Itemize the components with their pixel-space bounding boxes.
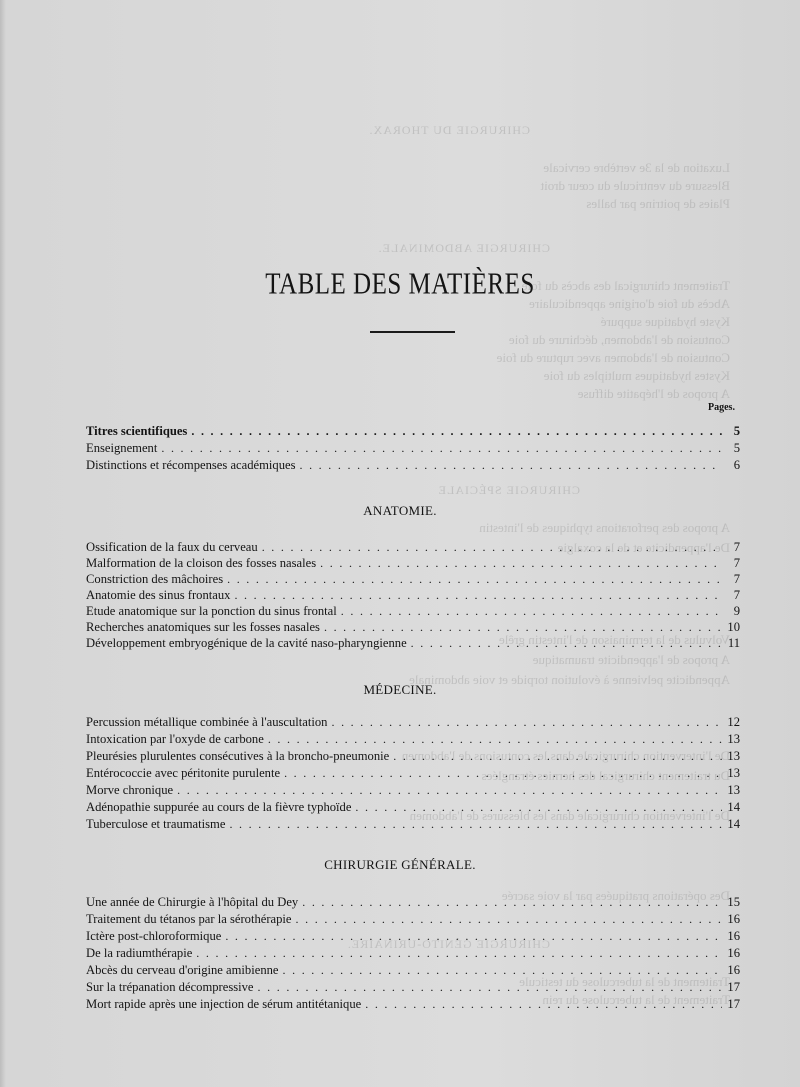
section-heading-medecine: MÉDECINE. — [363, 682, 437, 697]
pages-column-label: Pages. — [708, 402, 735, 413]
dot-leader — [284, 765, 722, 781]
toc-entry — [86, 894, 740, 910]
entry-page: 5 — [733, 441, 740, 455]
dot-leader — [191, 423, 722, 439]
dot-leader — [393, 748, 722, 764]
toc-entry — [86, 731, 740, 747]
toc-entry — [86, 539, 740, 555]
entry-label: Distinctions et récompenses académiques — [86, 458, 296, 472]
entry-label: Tuberculose et traumatisme — [86, 817, 226, 831]
toc-entry — [86, 603, 740, 619]
entry-label: Mort rapide après une injection de sérum antitétanique — [86, 997, 362, 1011]
entry-label: De la radiumthérapie — [86, 946, 193, 960]
entry-page: 14 — [727, 817, 740, 831]
toc-entry — [86, 911, 740, 927]
dot-leader — [355, 799, 722, 815]
toc-entry — [86, 782, 740, 798]
toc-entry — [86, 945, 740, 961]
entry-label: Une année de Chirurgie à l'hôpital du Dey — [86, 895, 299, 909]
toc-entry — [86, 996, 740, 1012]
toc-entry — [86, 748, 740, 764]
entry-page: 15 — [727, 895, 740, 909]
entry-page: 5 — [733, 424, 740, 438]
entry-page: 6 — [733, 458, 740, 472]
dot-leader — [196, 945, 722, 961]
dot-leader — [299, 457, 722, 473]
entry-page: 11 — [727, 636, 740, 650]
entry-page: 13 — [727, 732, 740, 746]
toc-entry — [86, 979, 740, 995]
entry-page: 16 — [727, 963, 740, 977]
entry-label: Percussion métallique combinée à l'auscultation — [86, 715, 328, 729]
dot-leader — [296, 911, 722, 927]
entry-label: Traitement du tétanos par la sérothérapie — [86, 912, 292, 926]
entry-page: 7 — [733, 588, 740, 602]
toc-entry — [86, 423, 740, 439]
toc-entry — [86, 816, 740, 832]
entry-label: Etude anatomique sur la ponction du sinus frontal — [86, 604, 337, 618]
entry-page: 13 — [727, 749, 740, 763]
entry-label: Développement embryogénique de la cavité naso-pharyngienne — [86, 636, 407, 650]
entry-page: 9 — [733, 604, 740, 618]
dot-leader — [227, 571, 722, 587]
dot-leader — [411, 635, 722, 651]
toc-entry — [86, 928, 740, 944]
dot-leader — [225, 928, 722, 944]
entry-label: Anatomie des sinus frontaux — [86, 588, 231, 602]
toc-entry — [86, 714, 740, 730]
entry-page: 7 — [733, 540, 740, 554]
entry-label: Ictère post-chloroformique — [86, 929, 222, 943]
entry-label: Pleurésies plurulentes consécutives à la broncho-pneumonie — [86, 749, 390, 763]
toc-entry — [86, 765, 740, 781]
bleed-through-text: CHIRURGIE DU THORAX. Luxation de la 3e vertèbre cervicale Blessure du ventricule du cœur droit Plaies de poitrine par balles CHIRURGIE ABDOMINALE. Traitement chirurgical des abcès du foie Abcès du foie d'origine appendiculaire Kyste hydatique suppuré Contusion de l'abdomen, déchirure du foie Contusion de l'abdomen avec rupture du foie Kystes hydatiques multiples du foie A propos de l'hépatite diffuse CHIRURGIE SPÉCIALE A propos des perforations typhiques de l'intestin De l'appendicite et de la coxalgie Volvulus de la terminaison de l'intestin grêle A propos de l'appendicite traumatique Appendicite pelvienne à évolution torpide et voie abdominale De l'intervention chirurgicale dans les contusions de l'abdomen Du traitement chirurgical des hernies étranglées De l'intervention chirurgicale dans les blessures de l'abdomen Des opérations pratiquées par la voie sacrée CHIRURGIE GÉNITO-URINAIRE. Traitement de la tuberculose du testicule Traitement de la tuberculose du rein — [346, 123, 730, 1007]
toc-entry — [86, 635, 740, 651]
entry-page: 14 — [727, 800, 740, 814]
entry-page: 16 — [727, 929, 740, 943]
dot-leader — [320, 555, 722, 571]
entry-label: Entérococcie avec péritonite purulente — [86, 766, 281, 780]
dot-leader — [177, 782, 722, 798]
entry-page: 17 — [727, 997, 740, 1011]
entry-page: 10 — [727, 620, 740, 634]
entry-label: Adénopathie suppurée au cours de la fièvre typhoïde — [86, 800, 352, 814]
dot-leader — [331, 714, 722, 730]
entry-label: Morve chronique — [86, 783, 174, 797]
entry-label: Enseignement — [86, 441, 158, 455]
entry-label: Recherches anatomiques sur les fosses nasales — [86, 620, 320, 634]
entry-label: Ossification de la faux du cerveau — [86, 540, 258, 554]
toc-entry — [86, 555, 740, 571]
dot-leader — [161, 440, 722, 456]
entry-label: Sur la trépanation décompressive — [86, 980, 254, 994]
entry-label: Constriction des mâchoires — [86, 572, 224, 586]
dot-leader — [365, 996, 722, 1012]
toc-entry — [86, 440, 740, 456]
dot-leader — [258, 979, 722, 995]
entry-page: 7 — [733, 572, 740, 586]
entry-page: 16 — [727, 946, 740, 960]
entry-label: Titres scientifiques — [86, 424, 188, 438]
section-heading-chirurgie-generale: CHIRURGIE GÉNÉRALE. — [324, 857, 476, 872]
page-title: TABLE DES MATIÈRES — [265, 268, 535, 301]
toc-entry — [86, 457, 740, 473]
dot-leader — [302, 894, 722, 910]
entry-page: 17 — [727, 980, 740, 994]
dot-leader — [234, 587, 722, 603]
toc-entry — [86, 587, 740, 603]
entry-label: Malformation de la cloison des fosses nasales — [86, 556, 317, 570]
toc-entry — [86, 619, 740, 635]
section-heading-anatomie: ANATOMIE. — [363, 503, 437, 518]
entry-page: 16 — [727, 912, 740, 926]
dot-leader — [324, 619, 722, 635]
entry-page: 7 — [733, 556, 740, 570]
toc-entry — [86, 571, 740, 587]
toc-entry — [86, 962, 740, 978]
toc-entry — [86, 799, 740, 815]
entry-page: 12 — [727, 715, 740, 729]
entry-label: Intoxication par l'oxyde de carbone — [86, 732, 264, 746]
dot-leader — [229, 816, 722, 832]
dot-leader — [268, 731, 722, 747]
title-rule — [370, 331, 455, 333]
dot-leader — [262, 539, 722, 555]
entry-label: Abcès du cerveau d'origine amibienne — [86, 963, 279, 977]
dot-leader — [341, 603, 722, 619]
entry-page: 13 — [727, 766, 740, 780]
dot-leader — [283, 962, 723, 978]
entry-page: 13 — [727, 783, 740, 797]
